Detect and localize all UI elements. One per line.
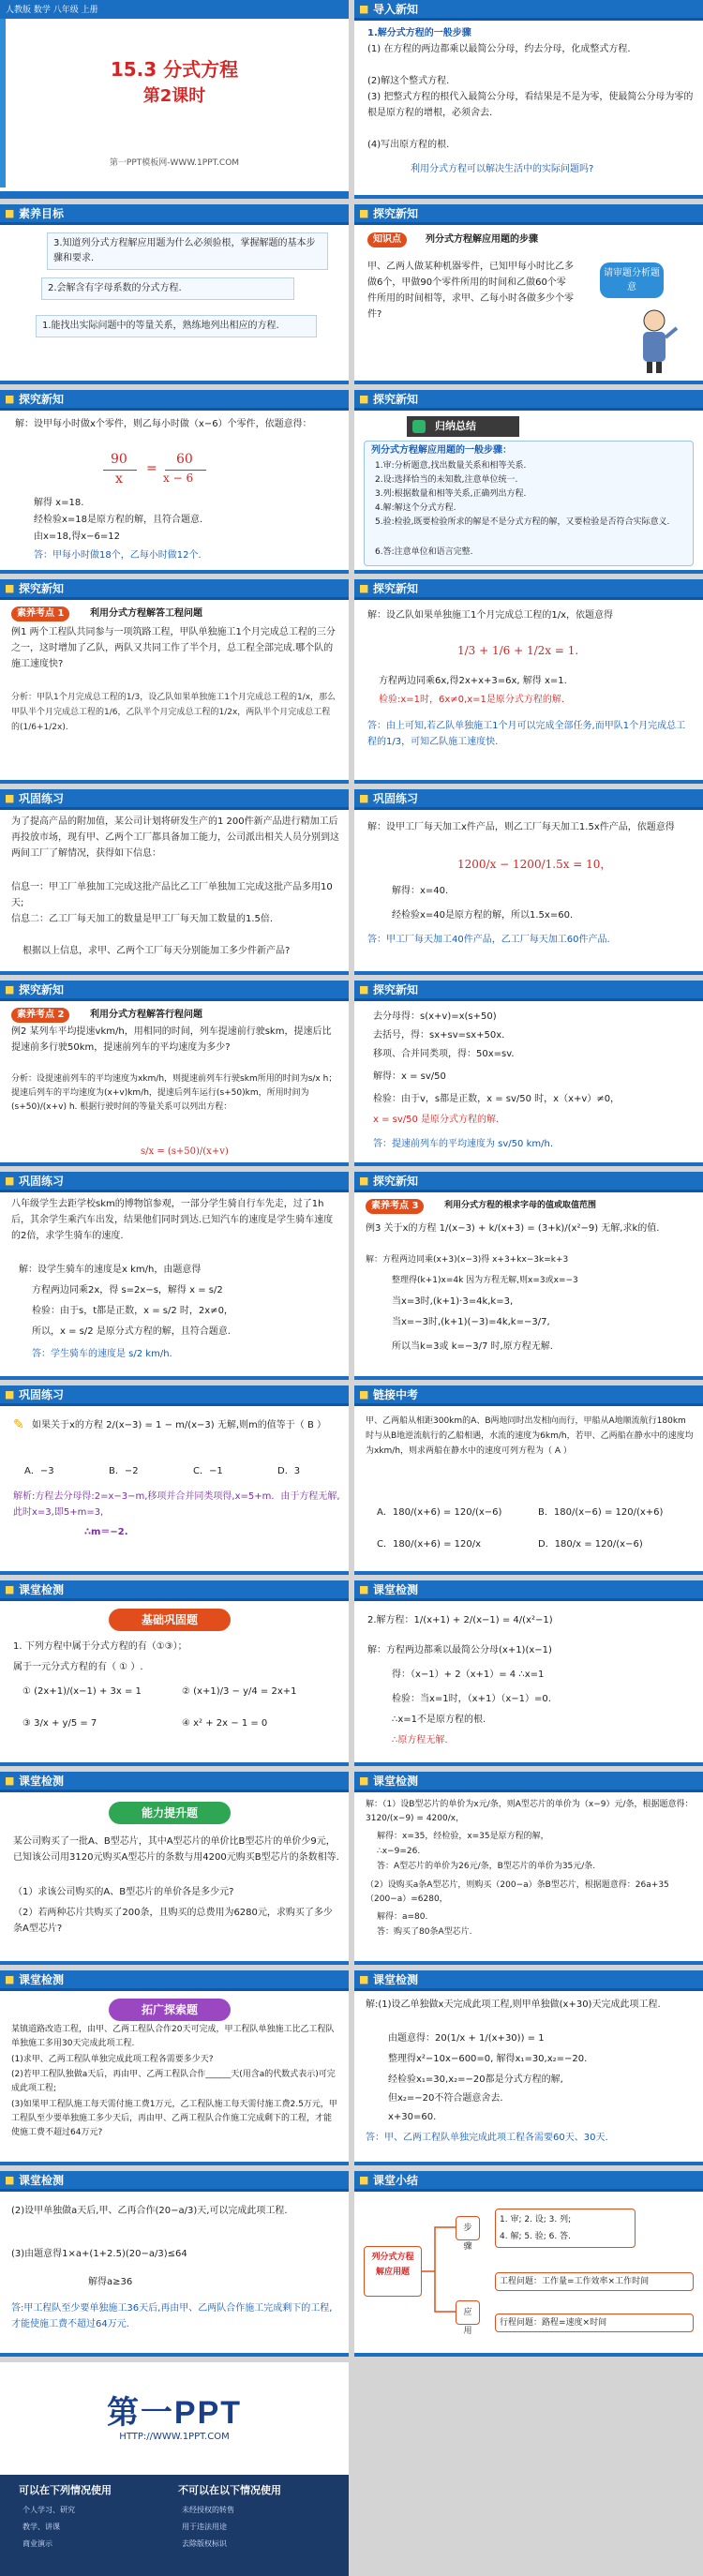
eq-right-den: x − 6: [163, 472, 194, 485]
solution-step-3: 移项、合并同类项，得：50x=sv.: [373, 1049, 515, 1059]
solution-invalid: ∴x=1不是原方程的根.: [392, 1715, 486, 1725]
solution-check: 检验：由于s，t都是正数，x = s/2 时，2x≠0，: [32, 1306, 233, 1316]
slide-intro-review[interactable]: [354, 0, 703, 199]
eq-left-den: x: [115, 472, 123, 487]
example-analysis: 分析：甲队1个月完成总工程的1/3，设乙队如果单独施工1个月完成总工程的1/x，那么甲队半个月完成总工程的1/6，乙队半个月完成总工程的1/2x，两队半个月完成总工程的(1/6+1/2x).: [11, 693, 337, 732]
choice-c[interactable]: C．180/(x+6) = 120/x: [377, 1539, 482, 1550]
practice-info-2: 信息二：乙工厂每天加工的数量是甲工厂每天加工数量的1.5倍.: [11, 914, 274, 924]
slide-footer: [0, 780, 349, 784]
cover-bottom-band: [0, 191, 349, 199]
question-1: 1. 下列方程中属于分式方程的有（①③）；: [13, 1641, 187, 1652]
slide-header: ■ 探究新知: [354, 390, 703, 411]
slide-example-2[interactable]: [0, 981, 349, 1166]
eq-right-bar: [165, 470, 206, 471]
option-1: ① (2x+1)/(x−1) + 3x = 1: [22, 1686, 142, 1697]
solution-check: 经检验x=18是原方程的解，且符合题意.: [34, 515, 203, 525]
goal-item-3: 3.知道列分式方程解应用题为什么必须验根，掌握解题的基本步骤和要求.: [47, 232, 328, 270]
knowledge-heading: 列分式方程解应用题的步骤: [426, 234, 538, 245]
knowledge-tag: 知识点: [367, 232, 407, 247]
solution-result: 解得：x=35，经检验，x=35是原方程的解，: [377, 1832, 549, 1841]
slide-footer: [354, 2162, 703, 2165]
solution-answer: 答：学生骑车的速度是 s/2 km/h.: [32, 1349, 172, 1359]
slide-header: ■ 导入新知: [354, 0, 703, 21]
problem-part-2: （2）若两种芯片共购买了200条，且购买的总费用为6280元，求购买了多少条A型芯片?: [13, 1908, 333, 1934]
choice-d[interactable]: D．3: [277, 1466, 301, 1476]
summary-connector: [422, 2210, 459, 2332]
summary-step-3: 3.列:根据数量和相等关系,正确列出方程.: [375, 489, 527, 499]
competency-badge: 素养考点 3: [366, 1199, 424, 1214]
example-problem: 例2 某列车平均提速vkm/h，用相同的时间，列车提速前行驶skm，提速后比提速前多行驶50km，提速前列车的平均速度为多少?: [11, 1026, 332, 1053]
eq-right-num: 60: [176, 452, 193, 467]
slide-footer: [354, 1162, 703, 1166]
problem-text: 某公司购买了一批A、B型芯片，其中A型芯片的单价比B型芯片的单价少9元，已知该公司用3120元购买A型芯片的条数与用4200元购买B型芯片的条数相等.: [13, 1836, 339, 1863]
solution-derive: x+30=60.: [388, 2112, 437, 2122]
slide-footer: [0, 1961, 349, 1965]
slide-cover[interactable]: [0, 0, 349, 199]
difficulty-badge: 拓广探索题: [109, 1999, 231, 2021]
slide-header: ■ 课堂检测: [354, 1970, 703, 1991]
slide-check-ability[interactable]: [0, 1772, 349, 1965]
slide-footer: [0, 381, 349, 384]
solution-result: 解得 x=18.: [34, 498, 84, 508]
question-1-part-b: 属于一元分式方程的有（ ① ）.: [13, 1662, 143, 1672]
example-heading: 利用分式方程解答工程问题: [90, 608, 202, 619]
slide-example-3[interactable]: [354, 1172, 703, 1380]
slide-check-extension-solution-2[interactable]: [0, 2171, 349, 2357]
slide-footer: [0, 1376, 349, 1380]
slide-practice-factory-solution[interactable]: [354, 789, 703, 975]
slide-footer: [354, 971, 703, 975]
solution-part-2: (2)设甲单独做a天后,甲、乙再合作(20−a/3)天,可以完成此项工程.: [11, 2206, 288, 2216]
review-step-2: (2)解这个整式方程.: [367, 76, 450, 86]
example-heading: 利用分式方程解答行程问题: [90, 1010, 202, 1020]
option-4: ④ x² + 2x − 1 = 0: [182, 1718, 268, 1729]
slide-example-1[interactable]: [0, 579, 349, 784]
lightbulb-icon: ✎: [13, 1417, 24, 1432]
solution-setup: 解：设乙队如果单独施工1个月完成总工程的1/x，依题意得: [367, 610, 614, 621]
problem-part-3: (3)如果甲工程队施工每天需付施工费1万元，乙工程队施工每天需付施工费2.5万元，甲工程队至少要单独施工多少天后，再由甲、乙两工程队合作施工完成剩下的工程，才能使施工费不超过64万元?: [11, 2100, 337, 2137]
solution-check: 经检验x₁=30,x₂=−20都是分式方程的解,: [388, 2074, 563, 2085]
slide-header: ■ 探究新知: [354, 1172, 703, 1192]
solution-derive: 由x=18,得x−6=12: [34, 532, 120, 542]
summary-app-work: 工程问题：工作量=工作效率×工作时间: [495, 2272, 694, 2291]
choice-b[interactable]: B．180/(x−6) = 120/(x+6): [538, 1507, 664, 1518]
hint-bubble: 请审题分析题意: [600, 262, 664, 298]
practice-problem: 八年级学生去距学校skm的博物馆参观，一部分学生骑自行车先走，过了1h后，其余学生乘汽车出发，结果他们同时到达.已知汽车的速度是学生骑车速度的2倍，求学生骑车的速度.: [11, 1199, 334, 1241]
promo-col2-item: 用于违法用途: [182, 2523, 227, 2531]
choice-a[interactable]: A．−3: [24, 1466, 54, 1476]
solution-step: 整理得x²−10x−600=0, 解得x₁=30,x₂=−20.: [388, 2054, 588, 2064]
goal-item-2: 2.会解含有字母系数的分式方程.: [41, 277, 294, 300]
slide-footer: [354, 780, 703, 784]
slide-knowledge-point[interactable]: [354, 204, 703, 384]
solution-step: 方程两边同乘2x，得 s=2x−s，解得 x = s/2: [32, 1285, 223, 1295]
solution-answer-2: 答：购买了80条A型芯片.: [377, 1927, 472, 1937]
promo-col1-item: 商业演示: [22, 2539, 52, 2548]
difficulty-badge: 能力提升题: [109, 1802, 231, 1824]
slide-header: ■ 课堂小结: [354, 2171, 703, 2192]
example-heading: 利用分式方程的根求字母的值或取值范围: [444, 1201, 597, 1210]
solution-check: 检验:x=1时，6x≠0,x=1是原分式方程的解.: [379, 695, 565, 705]
slide-header: ■ 探究新知: [354, 579, 703, 600]
slide-practice-mcq[interactable]: [0, 1385, 349, 1575]
solution-step-1: 解：方程两边都乘以最简公分母(x+1)(x−1): [367, 1645, 552, 1655]
solution-valid: 所以，x = s/2 是原分式方程的解，且符合题意.: [32, 1326, 231, 1337]
slide-footer: [354, 381, 703, 384]
promo-col1-title: 可以在下列情况使用: [19, 2484, 112, 2496]
option-2: ② (x+1)/3 − y/4 = 2x+1: [182, 1686, 297, 1697]
promo-logo: 第一PPT: [106, 2395, 243, 2431]
teacher-illustration: [626, 307, 682, 375]
review-step-3: (3) 把整式方程的根代入最简公分母，看结果是不是为零，使最简公分母为零的根是原方程的增根，必须舍去.: [367, 92, 694, 118]
solution-equation: 由题意得：20(1/x + 1/(x+30)) = 1: [388, 2033, 545, 2044]
slide-summary-steps[interactable]: [354, 390, 703, 574]
solution-result: 解得：x=40.: [392, 886, 449, 896]
solution-step-1: 解：方程两边同乘(x+3)(x−3)得 x+3+kx−3k=k+3: [366, 1255, 569, 1265]
exam-problem: 甲、乙两船从相距300km的A、B两地同时出发相向而行，甲船从A地顺流航行180km时与从B地逆流航行的乙船相遇，水流的速度为6km/h，若甲、乙两船在静水中的速度均为xkm/h，则求两船在静水中的速度可列方程为（ A ）: [366, 1416, 694, 1456]
cover-title: 15.3 分式方程: [110, 58, 239, 81]
steps-line-1: 1. 审; 2. 设; 3. 列;: [500, 2215, 572, 2224]
choice-d[interactable]: D．180/x = 120/(x−6): [538, 1539, 643, 1550]
slide-header: ■ 巩固练习: [0, 789, 349, 810]
slide-example-workers[interactable]: [0, 390, 349, 574]
practice-info-1: 信息一：甲工厂单独加工完成这批产品比乙工厂单独加工完成这批产品多用10天;: [11, 882, 333, 908]
slide-footer: [0, 971, 349, 975]
slide-header: ■ 课堂检测: [0, 1580, 349, 1601]
solution-answer-1: 答：A型芯片的单价为26元/条，B型芯片的单价为35元/条.: [377, 1862, 596, 1871]
solution-analysis: 解析:方程去分母得:2=x−3−m,移项并合并同类项得,x=5+m．由于方程无解,此时x=3,即5+m=3,: [13, 1491, 340, 1518]
slide-practice-factory[interactable]: [0, 789, 349, 975]
solution-answer: 答：由上可知,若乙队单独施工1个月可以完成全部任务,而甲队1个月完成总工程的1/3，可知乙队施工速度快.: [367, 721, 686, 747]
problem-part-1: （1）求该公司购买的A、B型芯片的单价各是多少元?: [13, 1887, 234, 1897]
solution-answer: 答：提速前列车的平均速度为 sv/50 km/h.: [373, 1139, 553, 1149]
slide-header: ■ 链接中考: [354, 1385, 703, 1406]
example-problem: 例1 两个工程队共同参与一项筑路工程，甲队单独施工1个月完成总工程的三分之一，这时增加了乙队，两队又共同工作了半个月，总工程全部完成.哪个队的施工速度快?: [11, 627, 336, 669]
slide-footer: [354, 2353, 703, 2357]
eq-left-bar: [103, 470, 137, 471]
goal-item-1: 1.能找出实际问题中的等量关系，熟练地列出相应的方程.: [36, 315, 317, 337]
solution-valid: x = sv/50 是原分式方程的解.: [373, 1115, 500, 1125]
solution-answer: 答：甲每小时做18个，乙每小时做12个.: [34, 550, 202, 561]
promo-panel[interactable]: [0, 2362, 349, 2576]
promo-col1-item: 个人学习、研究: [22, 2506, 75, 2514]
solution-part-2: （2）设购买a条A型芯片，则购买（200−a）条B型芯片，根据题意得：26a+35（200−a）=6280，: [366, 1880, 669, 1904]
solution-check: 检验：由于v，s都是正数，x = sv/50 时，x（x+v）≠0，: [373, 1094, 621, 1104]
problem-part-1: (1)求甲、乙两工程队单独完成此项工程各需要多少天?: [11, 2055, 214, 2064]
slide-footer: [354, 195, 703, 199]
solution-step-2: 去括号，得：sx+sv=sx+50x.: [373, 1030, 505, 1041]
solution-check: 检验：当x=1时，（x+1）（x−1）=0.: [392, 1694, 551, 1704]
slide-practice-museum[interactable]: [0, 1172, 349, 1380]
summary-step-4: 4.解:解这个分式方程.: [375, 503, 456, 513]
solution-derive: ∴x−9=26.: [377, 1847, 421, 1856]
problem-text: 某镇道路改造工程，由甲、乙两工程队合作20天可完成，甲工程队单独施工比乙工程队单独施工多用30天完成此项工程.: [11, 2025, 335, 2048]
slide-example-1-solution[interactable]: [354, 579, 703, 784]
solution-equation: 1200/x − 1200/1.5x = 10，: [457, 858, 612, 871]
choice-a[interactable]: A．180/(x+6) = 120/(x−6): [377, 1507, 502, 1518]
solution-part-1: 解：（1）设B型芯片的单价为x元/条，则A型芯片的单价为（x−9）元/条，根据题意得：3120/(x−9) = 4200/x，: [366, 1800, 694, 1823]
solution-setup: 解：设学生骑车的速度是x km/h，由题意得: [19, 1265, 202, 1275]
summary-ribbon: 归纳总结: [407, 416, 519, 437]
solution-setup: 解:(1)设乙单独做x天完成此项工程,则甲单独做(x+30)天完成此项工程.: [366, 1999, 661, 2010]
slide-footer: [354, 1762, 703, 1766]
solution-conclusion: 所以当k=3或 k=−3/7 时,原方程无解.: [392, 1341, 553, 1352]
slide-check-ability-solution[interactable]: [354, 1772, 703, 1965]
slide-header: ■ 课堂检测: [0, 1970, 349, 1991]
solution-setup: 解：设甲工厂每天加工x件产品，则乙工厂每天加工1.5x件产品，依题意得: [367, 822, 675, 832]
solution-answer: 答:甲工程队至少要单独施工36天后,再由甲、乙两队合作施工完成剩下的工程,才能使施工费不超过64万元.: [11, 2303, 333, 2329]
slide-header: ■ 巩固练习: [0, 1385, 349, 1406]
equation-fraction: [103, 452, 234, 491]
competency-badge: 素养考点 1: [11, 607, 69, 622]
review-question: 利用分式方程可以解决生活中的实际问题吗?: [411, 164, 594, 174]
slide-header: ■ 探究新知: [354, 981, 703, 1001]
choice-b[interactable]: B．−2: [109, 1466, 139, 1476]
summary-step-5: 5.验:检验,既要检验所求的解是不是分式方程的解，又要检验是否符合实际意义.: [375, 517, 670, 527]
solution-step-4: 解得：x = sv/50: [373, 1071, 446, 1082]
difficulty-badge: 基础巩固题: [109, 1609, 231, 1631]
solution-result: ∴m＝−2.: [84, 1527, 128, 1537]
slide-header: ■ 课堂检测: [354, 1580, 703, 1601]
solution-part-3: (3)由题意得1×a+(1+2.5)(20−a/3)≤64: [11, 2249, 187, 2259]
question-2: 2.解方程：1/(x+1) + 2/(x−1) = 4/(x²−1): [367, 1615, 553, 1625]
slide-footer: [354, 1571, 703, 1575]
solution-answer: 答：甲、乙两工程队单独完成此项工程各需要60天、30天.: [366, 2133, 608, 2143]
solution-setup: 解：设甲每小时做x个零件，则乙每小时做（x−6）个零件，依题意得：: [15, 419, 312, 429]
practice-problem: 为了提高产品的附加值，某公司计划将研发生产的1 200件新产品进行精加工后再投放市场，现有甲、乙两个工厂都具备加工能力，公司派出相关人员分别到这两间工厂了解情况，获得如下信息：: [11, 816, 339, 859]
review-step-1: (1) 在方程的两边都乘以最简公分母，约去分母，化成整式方程.: [367, 44, 631, 54]
cover-subtitle: 第2课时: [142, 86, 206, 106]
slide-header: ■ 探究新知: [0, 981, 349, 1001]
slide-header: ■ 课堂检测: [0, 1772, 349, 1792]
slide-header: ■ 巩固练习: [0, 1172, 349, 1192]
solution-step-3: 当x=3时,(k+1)·3=4k,k=3,: [392, 1296, 514, 1307]
review-heading: 1.解分式方程的一般步骤: [367, 28, 471, 38]
solution-step: 方程两边同乘6x,得2x+x+3=6x, 解得 x=1.: [379, 676, 567, 686]
summary-step-1: 1.审:分析题意,找出数量关系和相等关系.: [375, 461, 527, 471]
summary-node-steps: 步骤: [456, 2216, 480, 2240]
slide-footer: [354, 570, 703, 574]
summary-step-6: 6.答:注意单位和语言完整.: [375, 547, 473, 557]
slide-header: ■ 课堂检测: [0, 2171, 349, 2192]
steps-line-2: 4. 解; 5. 验; 6. 答.: [500, 2232, 571, 2241]
solution-reject: 但x₂=−20不符合题意舍去.: [388, 2093, 503, 2104]
example-problem: 例3 关于x的方程 1/(x−3) + k/(x+3) = (3+k)/(x²−9) 无解,求k的值.: [366, 1223, 660, 1234]
solution-step-2: 整理得(k+1)x=4k 因为方程无解,则x=3或x=−3: [392, 1276, 578, 1285]
slide-check-extension-solution[interactable]: [354, 1970, 703, 2165]
summary-step-2: 2.设:选择恰当的未知数,注意单位统一.: [375, 475, 518, 485]
knowledge-problem: 甲、乙两人做某种机器零件，已知甲每小时比乙多做6个，甲做90个零件所用的时间和乙做60个零件所用的时间相等，求甲、乙每小时各做多少个零件?: [367, 262, 574, 320]
summary-heading: 列分式方程解应用题的一般步骤：: [371, 445, 512, 456]
slide-header: ■ 素养目标: [0, 204, 349, 225]
option-3: ③ 3/x + y/5 = 7: [22, 1718, 97, 1729]
example-analysis: 分析：设提速前列车的平均速度为xkm/h，则提速前列车行驶skm所用的时间为s/x h；提速后列车的平均速度为(x+v)km/h，提速后列车运行(s+50)km，所用时间为(s+50)/(x+v) h. 根据行驶时间的等量关系可以列出方程：: [11, 1074, 337, 1112]
eq-equals: =: [146, 461, 157, 476]
solution-check: 经检验x=40是原方程的解，所以1.5x=60.: [392, 910, 574, 921]
solution-equation: 1/3 + 1/6 + 1/2x = 1.: [457, 644, 579, 657]
problem-part-2: (2)若甲工程队独做a天后，再由甲、乙两工程队合作______天(用含a的代数式表示)可完成此项工程;: [11, 2070, 336, 2093]
summary-root: 列分式方程解应用题: [364, 2246, 422, 2297]
slide-header: ■ 探究新知: [0, 390, 349, 411]
example-equation: s/x = (s+50)/(x+v): [141, 1146, 229, 1157]
solution-result-2: 解得：a=80.: [377, 1912, 428, 1922]
slide-check-extension[interactable]: [0, 1970, 349, 2165]
review-step-4: (4)写出原方程的根.: [367, 140, 450, 150]
slide-footer: [0, 2353, 349, 2357]
eq-left-num: 90: [111, 452, 127, 467]
solution-conclusion: ∴原方程无解.: [392, 1735, 448, 1745]
slide-header: ■ 探究新知: [354, 204, 703, 225]
slide-footer: [0, 1762, 349, 1766]
summary-app-travel: 行程问题：路程=速度×时间: [495, 2314, 694, 2332]
cover-watermark: 第一PPT模板网-WWW.1PPT.COM: [109, 158, 240, 168]
slide-check-solve[interactable]: [354, 1580, 703, 1766]
slide-example-2-solution[interactable]: [354, 981, 703, 1166]
slide-header: ■ 探究新知: [0, 579, 349, 600]
promo-col2-item: 去除版权标识: [182, 2539, 227, 2548]
slide-header: ■ 课堂检测: [354, 1772, 703, 1792]
slide-footer: [0, 570, 349, 574]
slide-footer: [354, 1961, 703, 1965]
solution-step-1: 去分母得：s(x+v)=x(s+50): [373, 1011, 497, 1022]
promo-col2-title: 不可以在以下情况使用: [178, 2484, 281, 2496]
promo-col1-item: 教学、讲课: [22, 2523, 60, 2531]
slide-goals[interactable]: [0, 204, 349, 384]
solution-answer: 答：甲工厂每天加工40件产品，乙工厂每天加工60件产品.: [367, 935, 610, 945]
question-text: 如果关于x的方程 2/(x−3) = 1 − m/(x−3) 无解,则m的值等于（ B ）: [32, 1420, 327, 1430]
slide-footer: [0, 2162, 349, 2165]
practice-question: 根据以上信息，求甲、乙两个工厂每天分别能加工多少件新产品?: [22, 946, 291, 956]
slide-lesson-summary[interactable]: [354, 2171, 703, 2357]
competency-badge: 素养考点 2: [11, 1008, 69, 1023]
solution-result: 解得a≥36: [88, 2277, 133, 2287]
promo-col2-item: 未经授权的转售: [182, 2506, 234, 2514]
solution-step-2: 得：（x−1）+ 2（x+1）= 4 ∴x=1: [392, 1670, 545, 1680]
slide-header: ■ 巩固练习: [354, 789, 703, 810]
promo-url[interactable]: HTTP://WWW.1PPT.COM: [119, 2432, 230, 2442]
solution-step-4: 当x=−3时,(k+1)(−3)=4k,k=−3/7,: [392, 1317, 550, 1327]
slide-check-basic[interactable]: [0, 1580, 349, 1766]
summary-node-application: 应用: [456, 2300, 480, 2325]
slide-footer: [354, 1376, 703, 1380]
slide-footer: [0, 1162, 349, 1166]
slide-footer: [0, 1571, 349, 1575]
cover-corner-label: 人教版 数学 八年级 上册: [6, 6, 98, 15]
choice-c[interactable]: C．−1: [193, 1466, 223, 1476]
slide-exam-link[interactable]: [354, 1385, 703, 1575]
summary-steps-detail: [495, 2209, 636, 2248]
